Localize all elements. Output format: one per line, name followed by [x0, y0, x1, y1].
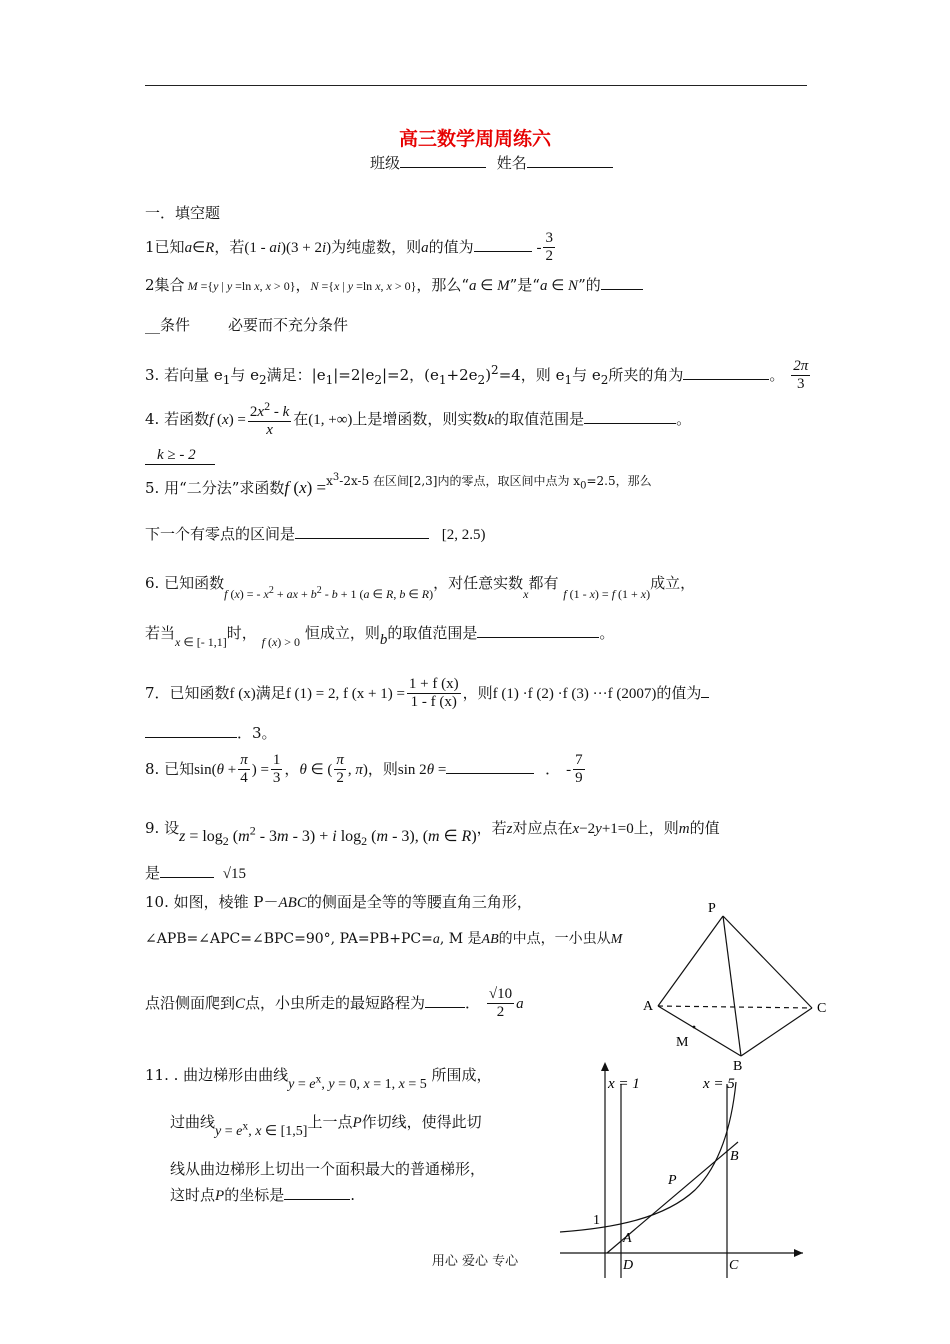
page-title: 高三数学周周练六 — [398, 128, 551, 150]
answer-blank[interactable] — [584, 411, 676, 424]
answer-blank[interactable] — [295, 526, 429, 539]
label-B: B — [733, 1059, 743, 1074]
label-P: P — [708, 901, 716, 916]
label-one: 1 — [593, 1213, 600, 1228]
label-x5: x = 5 — [703, 1076, 735, 1092]
question-11: 11. . 曲边梯形由曲线$y = e^x$, y = 0, x = 1, x = 5 所围成， — [145, 1066, 492, 1092]
top-rule — [145, 85, 807, 86]
question-10-cont: ∠APB=∠APC=∠BPC=90°, PA=PB+PC=a, M 是AB的中点，一小虫从M — [145, 931, 623, 947]
class-label: 班级 — [370, 154, 401, 172]
question-4: 4. 若函数f (x) = $\frac{2x^2 - k}{x}$ 在(1, +∞)上是增函数，则实数k的取值范围是 。 — [145, 399, 692, 439]
name-label: 姓名 — [496, 154, 527, 172]
label-M: M — [676, 1035, 689, 1050]
question-7: 7．已知函数f (x)满足f (1) = 2, f (x + 1) = $\frac{1 + f (x)}{1 - f (x)}$ ，则f (1) ·f (2) ·f (3) ···f (2007)的值为 — [145, 676, 709, 712]
question-9: 9. 设$z = \log_2 (m^2 - 3m - 3) + i$ $\log_2 (m - 3)$, (m ∈ R)，若z对应点在x−2y+1=0上，则m的值 — [145, 819, 720, 849]
question-11-cont2: 线从曲边梯形上切出一个面积最大的普通梯形， — [170, 1160, 486, 1178]
question-10-cont2: 点沿侧面爬到C点，小虫所走的最短路程为 ． $\frac{√10}{2}$ a — [145, 986, 524, 1021]
page-footer: 用心 爱心 专心 — [431, 1254, 519, 1269]
question-6-cont: 若当$_{x \in [- 1,1]}$时， $_{f (x) > 0}$ 恒成立，则b的取值范围是 。 — [145, 624, 615, 649]
label-A: A — [623, 1231, 632, 1246]
answer-fraction: $\frac{7}{9}$ — [575, 752, 583, 787]
answer-blank[interactable] — [474, 239, 532, 252]
question-3: 3. 若向量 $e_1$与 $e_2$满足：$|e_1|=2|e_2|=2$，$(e_1+2e_2)^2=4$，则 $e_1$与 $e_2$所夹的角为 。 $\frac{2\pi}{3}$ — [145, 358, 809, 393]
answer-blank[interactable] — [601, 277, 643, 290]
question-2-cont: __条件 必要而不充分条件 — [145, 316, 349, 334]
answer-blank[interactable] — [425, 995, 465, 1008]
label-A: A — [643, 999, 654, 1014]
question-11-cont3: 这时点P的坐标是 . — [170, 1186, 355, 1204]
question-2: 2集合 M ={y | y =ln x, x > 0}，N ={x | y =ln x, x > 0}，那么“a ∈ M”是“a ∈ N”的 — [145, 274, 643, 295]
label-P: P — [668, 1173, 677, 1188]
answer-fraction: $\frac{3}{2}$ — [545, 230, 553, 265]
answer-blank[interactable] — [160, 865, 214, 878]
answer-fraction: $\frac{2\pi}{3}$ — [793, 358, 809, 393]
answer-blank[interactable] — [446, 761, 534, 774]
question-4-answer: k ≥ - 2 — [145, 445, 215, 465]
label-B: B — [730, 1149, 739, 1164]
label-D: D — [623, 1258, 634, 1273]
question-10: 10. 如图，棱锥 P－ABC的侧面是全等的等腰直角三角形， — [145, 893, 532, 911]
question-9-cont: 是 √15 — [145, 864, 247, 882]
answer-fraction: $\frac{√10}{2}$ — [488, 986, 513, 1021]
section-heading: 一．填空题 — [145, 204, 221, 222]
answer-text: 必要而不充分条件 — [228, 316, 349, 334]
name-blank[interactable] — [527, 155, 613, 168]
answer-blank[interactable] — [145, 725, 237, 738]
class-name-fields — [370, 152, 613, 173]
answer-blank[interactable] — [683, 367, 769, 380]
answer-blank[interactable] — [477, 625, 599, 638]
question-7-cont: ．3。 — [145, 722, 277, 743]
pyramid-figure — [630, 896, 840, 1076]
question-5: 5. 用“二分法”求函数f (x) =$^{x^3-2x-5 在区间[2,3]内的零点,取区间中点为 x_0=2.5,那么}$ — [145, 472, 652, 497]
question-1: 1已知a∈R，若(1 - ai)(3 + 2i)为纯虚数，则a的值为 - $\frac{3}{2}$ — [145, 230, 553, 265]
question-11-cont: 过曲线$y = e^x$, x ∈ [1,5]上一点P作切线，使得此切 — [170, 1113, 482, 1139]
question-5-cont: 下一个有零点的区间是 [2, 2.5) — [145, 525, 486, 543]
class-blank[interactable] — [400, 155, 486, 168]
label-C: C — [817, 1001, 827, 1016]
label-x1: x = 1 — [608, 1076, 640, 1092]
question-6: 6. 已知函数$_{f (x) = - x^2 + ax + b^2 - b + 1 (a \in R, b \in R)}$，对任意实数$_x$都有 $_{f (1 - x) = f (1 + x)}$成立， — [145, 574, 696, 601]
curve-trapezoid-figure — [555, 1060, 815, 1282]
answer-blank[interactable] — [284, 1187, 350, 1200]
question-8: 8. 已知sin(θ + $\frac{\pi}{4}$ ) = $\frac{1}{3}$ ，θ ∈ ( $\frac{\pi}{2}$ , π)，则sin 2θ = ． - $\frac{7}{9}$ — [145, 752, 583, 787]
label-C: C — [729, 1258, 739, 1273]
